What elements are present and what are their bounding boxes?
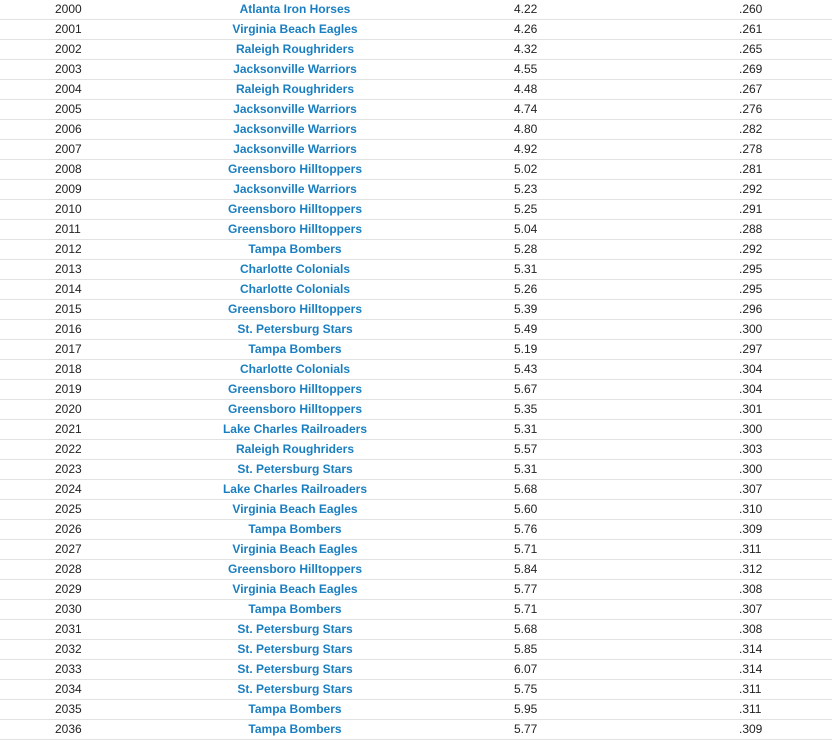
year-cell: 2013 [0,260,140,280]
team-cell [140,660,450,680]
table-row [0,100,832,120]
table-row [0,680,832,700]
year-cell: 2009 [0,180,140,200]
team-link[interactable]: Greensboro Hilltoppers [227,162,363,176]
team-link[interactable]: Virginia Beach Eagles [232,582,358,596]
runs-per-game-cell: 5.31 [450,260,672,280]
batting-average-cell: .291 [672,200,832,220]
runs-per-game-cell: 5.68 [450,620,672,640]
runs-per-game-cell: 4.32 [450,40,672,60]
batting-average-cell: .295 [672,280,832,300]
year-cell: 2002 [0,40,140,60]
runs-per-game-cell: 5.84 [450,560,672,580]
table-row [0,180,832,200]
runs-per-game-cell: 5.19 [450,340,672,360]
runs-per-game-cell: 5.28 [450,240,672,260]
year-cell: 2007 [0,140,140,160]
team-cell [140,560,450,580]
runs-per-game-cell: 4.55 [450,60,672,80]
table-row [0,160,832,180]
runs-per-game-cell: 5.77 [450,720,672,740]
table-row [0,260,832,280]
team-link[interactable]: Charlotte Colonials [239,262,350,276]
year-cell: 2008 [0,160,140,180]
team-cell [140,420,450,440]
runs-per-game-cell: 5.71 [450,540,672,560]
batting-average-cell: .276 [672,100,832,120]
year-cell: 2019 [0,380,140,400]
batting-average-cell: .308 [672,620,832,640]
team-link[interactable]: Greensboro Hilltoppers [227,402,363,416]
year-cell: 2003 [0,60,140,80]
year-cell: 2020 [0,400,140,420]
table-row [0,200,832,220]
runs-per-game-cell: 5.77 [450,580,672,600]
table-row [0,720,832,740]
team-cell [140,260,450,280]
runs-per-game-cell: 5.71 [450,600,672,620]
team-cell [140,380,450,400]
team-cell [140,340,450,360]
batting-average-cell: .267 [672,80,832,100]
runs-per-game-cell: 5.43 [450,360,672,380]
year-cell: 2033 [0,660,140,680]
team-link[interactable]: Greensboro Hilltoppers [227,562,363,576]
year-cell: 2034 [0,680,140,700]
runs-per-game-cell: 5.67 [450,380,672,400]
table-row [0,560,832,580]
year-cell: 2000 [0,0,140,20]
team-cell [140,240,450,260]
team-link[interactable]: Raleigh Roughriders [235,82,354,96]
team-cell [140,540,450,560]
runs-per-game-cell: 5.39 [450,300,672,320]
team-link[interactable]: Greensboro Hilltoppers [227,302,363,316]
team-cell [140,160,450,180]
batting-average-cell: .301 [672,400,832,420]
batting-average-cell: .297 [672,340,832,360]
batting-average-cell: .311 [672,540,832,560]
team-cell [140,640,450,660]
year-cell: 2031 [0,620,140,640]
team-cell [140,400,450,420]
team-link[interactable]: St. Petersburg Stars [237,642,353,656]
runs-per-game-cell: 6.07 [450,660,672,680]
runs-per-game-cell: 5.57 [450,440,672,460]
year-cell: 2010 [0,200,140,220]
batting-average-cell: .282 [672,120,832,140]
runs-per-game-cell: 5.31 [450,460,672,480]
year-cell: 2015 [0,300,140,320]
table-row [0,400,832,420]
team-link[interactable]: Tampa Bombers [248,602,342,616]
batting-average-cell: .311 [672,700,832,720]
year-cell: 2024 [0,480,140,500]
year-cell: 2035 [0,700,140,720]
year-cell: 2032 [0,640,140,660]
year-cell: 2027 [0,540,140,560]
team-link[interactable]: Greensboro Hilltoppers [227,382,363,396]
table-row [0,640,832,660]
batting-average-cell: .314 [672,640,832,660]
batting-average-cell: .300 [672,460,832,480]
table-row [0,320,832,340]
table-row [0,0,832,20]
batting-average-cell: .303 [672,440,832,460]
table-row [0,440,832,460]
table-row [0,660,832,680]
table-row [0,220,832,240]
team-cell [140,0,450,20]
team-link[interactable]: Tampa Bombers [248,242,342,256]
batting-average-cell: .309 [672,520,832,540]
year-cell: 2018 [0,360,140,380]
table-row [0,360,832,380]
team-link[interactable]: Virginia Beach Eagles [232,542,358,556]
team-link[interactable]: Lake Charles Railroaders [222,422,368,436]
year-cell: 2004 [0,80,140,100]
team-link[interactable]: Tampa Bombers [248,522,342,536]
batting-average-cell: .292 [672,180,832,200]
team-cell [140,700,450,720]
runs-per-game-cell: 4.80 [450,120,672,140]
team-link[interactable]: Jacksonville Warriors [233,142,357,156]
team-cell [140,80,450,100]
team-cell [140,680,450,700]
year-cell: 2014 [0,280,140,300]
table-row [0,600,832,620]
team-link[interactable]: Tampa Bombers [248,342,342,356]
team-link[interactable]: Raleigh Roughriders [235,42,354,56]
year-cell: 2025 [0,500,140,520]
table-row [0,460,832,480]
batting-average-cell: .307 [672,600,832,620]
batting-average-cell: .292 [672,240,832,260]
runs-per-game-cell: 5.25 [450,200,672,220]
table-row [0,240,832,260]
team-cell [140,360,450,380]
team-link[interactable]: St. Petersburg Stars [237,622,353,636]
team-cell [140,480,450,500]
batting-average-cell: .278 [672,140,832,160]
batting-average-cell: .300 [672,320,832,340]
team-link[interactable]: Jacksonville Warriors [233,62,357,76]
team-link[interactable]: Virginia Beach Eagles [232,502,358,516]
batting-average-cell: .260 [672,0,832,20]
team-cell [140,60,450,80]
runs-per-game-cell: 5.95 [450,700,672,720]
table-row [0,620,832,640]
runs-per-game-cell: 5.85 [450,640,672,660]
team-link[interactable]: Charlotte Colonials [239,282,350,296]
team-cell [140,100,450,120]
team-cell [140,20,450,40]
batting-average-cell: .296 [672,300,832,320]
batting-average-cell: .288 [672,220,832,240]
table-row [0,580,832,600]
year-cell: 2017 [0,340,140,360]
table-row [0,140,832,160]
batting-average-cell: .314 [672,660,832,680]
team-link[interactable]: Raleigh Roughriders [235,442,354,456]
team-cell [140,440,450,460]
batting-average-cell: .281 [672,160,832,180]
table-row [0,40,832,60]
table-row [0,340,832,360]
runs-per-game-cell: 5.60 [450,500,672,520]
batting-average-cell: .300 [672,420,832,440]
year-cell: 2021 [0,420,140,440]
team-cell [140,520,450,540]
team-link[interactable]: Atlanta Iron Horses [239,2,351,16]
year-cell: 2001 [0,20,140,40]
year-cell: 2016 [0,320,140,340]
year-cell: 2028 [0,560,140,580]
team-link[interactable]: Lake Charles Railroaders [222,482,368,496]
team-cell [140,500,450,520]
runs-per-game-cell: 5.26 [450,280,672,300]
batting-average-cell: .265 [672,40,832,60]
table-row [0,380,832,400]
year-cell: 2026 [0,520,140,540]
year-cell: 2022 [0,440,140,460]
team-link[interactable]: Jacksonville Warriors [233,122,357,136]
table-row [0,60,832,80]
batting-average-cell: .307 [672,480,832,500]
team-link[interactable]: St. Petersburg Stars [237,322,353,336]
team-cell [140,200,450,220]
team-link[interactable]: Greensboro Hilltoppers [227,202,363,216]
team-cell [140,720,450,740]
table-row [0,700,832,720]
team-cell [140,620,450,640]
team-link[interactable]: Jacksonville Warriors [233,102,357,116]
batting-average-cell: .295 [672,260,832,280]
runs-per-game-cell: 5.75 [450,680,672,700]
team-link[interactable]: St. Petersburg Stars [237,662,353,676]
batting-average-cell: .312 [672,560,832,580]
table-row [0,300,832,320]
table-row [0,80,832,100]
runs-per-game-cell: 4.22 [450,0,672,20]
team-cell [140,40,450,60]
team-link[interactable]: St. Petersburg Stars [237,682,353,696]
year-cell: 2012 [0,240,140,260]
team-cell [140,580,450,600]
runs-per-game-cell: 5.04 [450,220,672,240]
year-cell: 2023 [0,460,140,480]
table-row [0,540,832,560]
team-link[interactable]: Charlotte Colonials [239,362,350,376]
runs-per-game-cell: 5.02 [450,160,672,180]
team-cell [140,220,450,240]
runs-per-game-cell: 5.35 [450,400,672,420]
table-row [0,120,832,140]
runs-per-game-cell: 5.68 [450,480,672,500]
year-cell: 2011 [0,220,140,240]
team-link[interactable]: Jacksonville Warriors [233,182,357,196]
table-row [0,280,832,300]
batting-average-cell: .269 [672,60,832,80]
batting-average-cell: .261 [672,20,832,40]
table-row [0,20,832,40]
team-cell [140,600,450,620]
runs-per-game-cell: 4.92 [450,140,672,160]
table-row [0,420,832,440]
team-cell [140,320,450,340]
batting-average-cell: .308 [672,580,832,600]
year-cell: 2030 [0,600,140,620]
team-link[interactable]: Greensboro Hilltoppers [227,222,363,236]
runs-per-game-cell: 5.31 [450,420,672,440]
year-cell: 2036 [0,720,140,740]
table-row [0,520,832,540]
runs-per-game-cell: 5.76 [450,520,672,540]
runs-per-game-cell: 5.23 [450,180,672,200]
batting-average-cell: .309 [672,720,832,740]
table-row [0,480,832,500]
team-cell [140,180,450,200]
team-link[interactable]: Virginia Beach Eagles [232,22,358,36]
team-link[interactable]: St. Petersburg Stars [237,462,353,476]
batting-average-cell: .304 [672,360,832,380]
team-link[interactable]: Tampa Bombers [248,702,342,716]
runs-per-game-cell: 4.48 [450,80,672,100]
runs-per-game-cell: 4.74 [450,100,672,120]
team-cell [140,120,450,140]
team-cell [140,300,450,320]
batting-average-cell: .304 [672,380,832,400]
batting-average-cell: .311 [672,680,832,700]
runs-per-game-cell: 5.49 [450,320,672,340]
team-link[interactable]: Tampa Bombers [248,722,342,736]
batting-average-cell: .310 [672,500,832,520]
year-cell: 2005 [0,100,140,120]
year-cell: 2006 [0,120,140,140]
team-cell [140,280,450,300]
year-cell: 2029 [0,580,140,600]
team-cell [140,460,450,480]
runs-per-game-cell: 4.26 [450,20,672,40]
table-row [0,500,832,520]
team-cell [140,140,450,160]
